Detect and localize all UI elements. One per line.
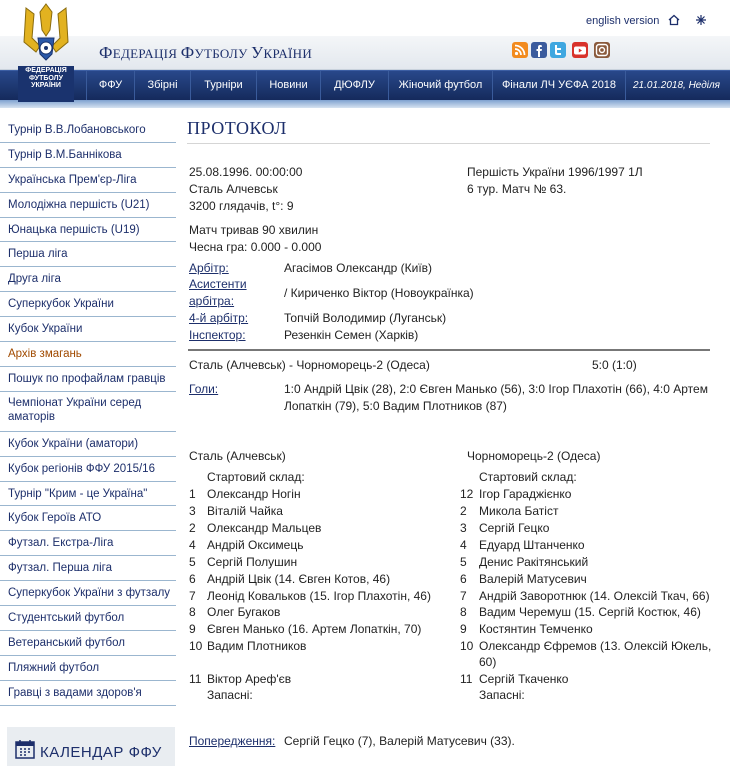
sidebar-item-archive[interactable]: Архів змагань <box>0 342 176 367</box>
away-player-name: Ігор Гараджієнко <box>479 487 572 501</box>
facebook-icon[interactable] <box>531 42 547 58</box>
sidebar-item-premier-league[interactable]: Українська Прем'єр-Ліга <box>0 168 176 193</box>
referee-label: Арбітр: <box>189 261 229 275</box>
match-duration: Матч тривав 90 хвилин <box>189 223 319 237</box>
sidebar-item-amateur-cup[interactable]: Кубок України (аматори) <box>0 432 176 457</box>
current-date: 21.01.2018, Неділя <box>632 80 720 91</box>
home-player-number: 4 <box>189 538 196 552</box>
away-player-name: Вадим Черемуш (15. Сергій Костюк, 46) <box>479 605 701 619</box>
ffu-calendar-block[interactable] <box>7 727 175 766</box>
english-version-link[interactable]: english version <box>586 15 660 27</box>
away-player-number: 8 <box>460 605 467 619</box>
away-player-number: 6 <box>460 572 467 586</box>
attendance: 3200 глядачів, t°: 9 <box>189 199 294 213</box>
home-player-number: 8 <box>189 605 196 619</box>
assistants-label: Асистенти <box>189 277 247 291</box>
nav-underline-decoration <box>0 100 730 108</box>
sidebar-item-second-league[interactable]: Друга ліга <box>0 267 176 292</box>
away-player-number: 3 <box>460 521 467 535</box>
main-nav <box>0 70 730 100</box>
away-lineup-label: Стартовий склад: <box>479 470 577 484</box>
sidebar-item-first-league[interactable]: Перша ліга <box>0 242 176 267</box>
fair-play: Чесна гра: 0.000 - 0.000 <box>189 240 322 254</box>
fourth-official: Топчій Володимир (Луганськ) <box>284 311 447 325</box>
logo-caption: ФЕДЕРАЦІЯ ФУТБОЛУ УКРАЇНИ <box>25 67 67 89</box>
away-player-name: Микола Батіст <box>479 504 559 518</box>
home-player-name: Андрій Цвік (14. Євген Котов, 46) <box>207 572 391 586</box>
nav-item-ffu[interactable]: ФФУ <box>86 71 134 101</box>
home-player-name: Олег Бугаков <box>207 605 281 619</box>
away-player-number: 4 <box>460 538 467 552</box>
youtube-icon[interactable] <box>572 42 588 58</box>
sidebar-item-regions-cup[interactable]: Кубок регіонів ФФУ 2015/16 <box>0 457 176 482</box>
home-icon[interactable] <box>668 14 680 26</box>
home-player-name: Сергій Полушин <box>207 555 298 569</box>
away-player-name: Олександр Єфремов (13. Олексій Юкель, <box>479 639 712 653</box>
sidebar-item-u21[interactable]: Молодіжна першість (U21) <box>0 193 176 218</box>
goals-line-2: Лопаткін (79), 5:0 Вадим Плотников (87) <box>284 399 507 413</box>
sidebar-item-beach-football[interactable]: Пляжний футбол <box>0 656 176 681</box>
warnings-label: Попередження: <box>189 734 276 748</box>
away-player-number: 12 <box>460 487 474 501</box>
home-team-name: Сталь (Алчевськ) <box>189 449 286 463</box>
sidebar-item-ato-heroes-cup[interactable]: Кубок Героїв АТО <box>0 506 176 531</box>
away-player-name: Денис Ракітянський <box>479 555 589 569</box>
nav-item-news[interactable]: Новини <box>256 71 320 101</box>
home-player-number: 9 <box>189 622 196 636</box>
home-subs-label: Запасні: <box>207 688 253 702</box>
title-divider <box>187 143 710 144</box>
away-player-number: 10 <box>460 639 474 653</box>
away-player-number: 5 <box>460 555 467 569</box>
stadium: Сталь Алчевськ <box>189 182 278 196</box>
goals-label: Голи: <box>189 382 219 396</box>
referee: Агасімов Олександр (Київ) <box>284 261 433 275</box>
sidebar-item-futsal-extra-league[interactable]: Футзал. Екстра-Ліга <box>0 531 176 556</box>
sidebar-item-cup[interactable]: Кубок України <box>0 317 176 342</box>
home-player-number: 3 <box>189 504 196 518</box>
home-lineup-label: Стартовий склад: <box>207 470 305 484</box>
home-player-name: Леонід Ковальков (15. Ігор Плахотін, 46) <box>207 589 431 603</box>
away-player-number: 9 <box>460 622 467 636</box>
home-player-number: 5 <box>189 555 196 569</box>
sidebar <box>0 118 176 706</box>
site-title[interactable]: ФЕДЕРАЦІЯ ФУТБОЛУ УКРАЇНИ <box>99 43 313 62</box>
away-team-name: Чорноморець-2 (Одеса) <box>467 449 601 463</box>
assistants: / Кириченко Віктор (Новоукраїнка) <box>284 286 474 300</box>
score-divider <box>188 349 710 351</box>
sidebar-item-u19[interactable]: Юнацька першість (U19) <box>0 218 176 243</box>
nav-item-womens-football[interactable]: Жіночий футбол <box>388 71 492 101</box>
inspector: Резенкін Семен (Харків) <box>284 328 419 342</box>
assistants-label-2: арбітра: <box>189 294 235 308</box>
away-player-number: 11 <box>460 672 473 686</box>
nav-item-dyuflu[interactable]: ДЮФЛУ <box>320 71 388 101</box>
rss-icon[interactable] <box>512 42 528 58</box>
sidebar-item-super-cup[interactable]: Суперкубок України <box>0 292 176 317</box>
fourth-official-label: 4-й арбітр: <box>189 311 249 325</box>
away-player-name: Сергій Гецко <box>479 521 550 535</box>
nav-item-tournaments[interactable]: Турніри <box>190 71 256 101</box>
away-player-name: Валерій Матусевич <box>479 572 587 586</box>
inspector-label: Інспектор: <box>189 328 246 342</box>
nav-item-teams[interactable]: Збірні <box>134 71 190 101</box>
round: 6 тур. Матч № 63. <box>467 182 567 196</box>
match-score: 5:0 (1:0) <box>592 358 637 372</box>
home-player-name: Олександр Мальцев <box>207 521 322 535</box>
away-subs-label: Запасні: <box>479 688 525 702</box>
home-player-number: 1 <box>189 487 196 501</box>
warnings: Сергій Гецко (7), Валерій Матусевич (33). <box>284 734 515 748</box>
home-player-number: 2 <box>189 521 196 535</box>
sitemap-icon[interactable] <box>695 14 707 26</box>
home-player-name: Віталій Чайка <box>207 504 283 518</box>
away-player-number: 7 <box>460 589 467 603</box>
home-player-name: Вадим Плотников <box>207 639 307 653</box>
home-player-name: Андрій Оксимець <box>207 538 304 552</box>
sidebar-item-player-search[interactable]: Пошук по профайлам гравців <box>0 367 176 392</box>
home-player-number: 10 <box>189 639 203 653</box>
away-player-10-continued: 60) <box>479 655 497 669</box>
sidebar-item-bannikov-tournament[interactable]: Турнір В.М.Баннікова <box>0 143 176 168</box>
match-teams: Сталь (Алчевськ) - Чорноморець-2 (Одеса) <box>189 358 430 372</box>
away-player-number: 2 <box>460 504 467 518</box>
home-player-number: 7 <box>189 589 196 603</box>
home-player-name: Віктор Ареф'єв <box>207 672 292 686</box>
away-player-name: Андрій Заворотнюк (14. Олексій Ткач, 66) <box>479 589 710 603</box>
calendar-label: КАЛЕНДАР ФФУ <box>40 744 162 761</box>
goals-line-1: 1:0 Андрій Цвік (28), 2:0 Євген Манько (56), 3:0 Ігор Плахотін (66), 4:0 Артем <box>284 382 708 396</box>
twitter-icon[interactable] <box>550 42 566 58</box>
away-player-name: Костянтин Темченко <box>479 622 593 636</box>
match-date: 25.08.1996. 00:00:00 <box>189 165 303 179</box>
competition: Першість України 1996/1997 1Л <box>467 165 643 179</box>
sidebar-item-amateur-championship[interactable]: Чемпіонат України серед аматорів <box>0 392 176 432</box>
home-player-number: 11 <box>189 672 202 686</box>
away-player-name: Едуард Штанченко <box>479 538 585 552</box>
sidebar-item-student-football[interactable]: Студентський футбол <box>0 606 176 631</box>
home-player-number: 6 <box>189 572 196 586</box>
sidebar-item-futsal-first-league[interactable]: Футзал. Перша ліга <box>0 556 176 581</box>
sidebar-item-futsal-super-cup[interactable]: Суперкубок України з футзалу <box>0 581 176 606</box>
sidebar-item-lobanovsky-tournament[interactable]: Турнір В.В.Лобановського <box>0 118 176 143</box>
nav-item-ucl-finals[interactable]: Фінали ЛЧ УЄФА 2018 <box>492 71 626 101</box>
sidebar-item-veteran-football[interactable]: Ветеранський футбол <box>0 631 176 656</box>
instagram-icon[interactable] <box>594 42 610 58</box>
away-player-name: Сергій Ткаченко <box>479 672 569 686</box>
calendar-icon <box>15 739 35 762</box>
page-title: ПРОТОКОЛ <box>187 118 287 138</box>
sidebar-item-disabled-players[interactable]: Гравці з вадами здоров'я <box>0 681 176 706</box>
home-player-name: Олександр Ногін <box>207 487 301 501</box>
sidebar-item-crimea-tournament[interactable]: Турнір "Крим - це Україна" <box>0 482 176 507</box>
home-player-name: Євген Манько (16. Артем Лопаткін, 70) <box>207 622 422 636</box>
